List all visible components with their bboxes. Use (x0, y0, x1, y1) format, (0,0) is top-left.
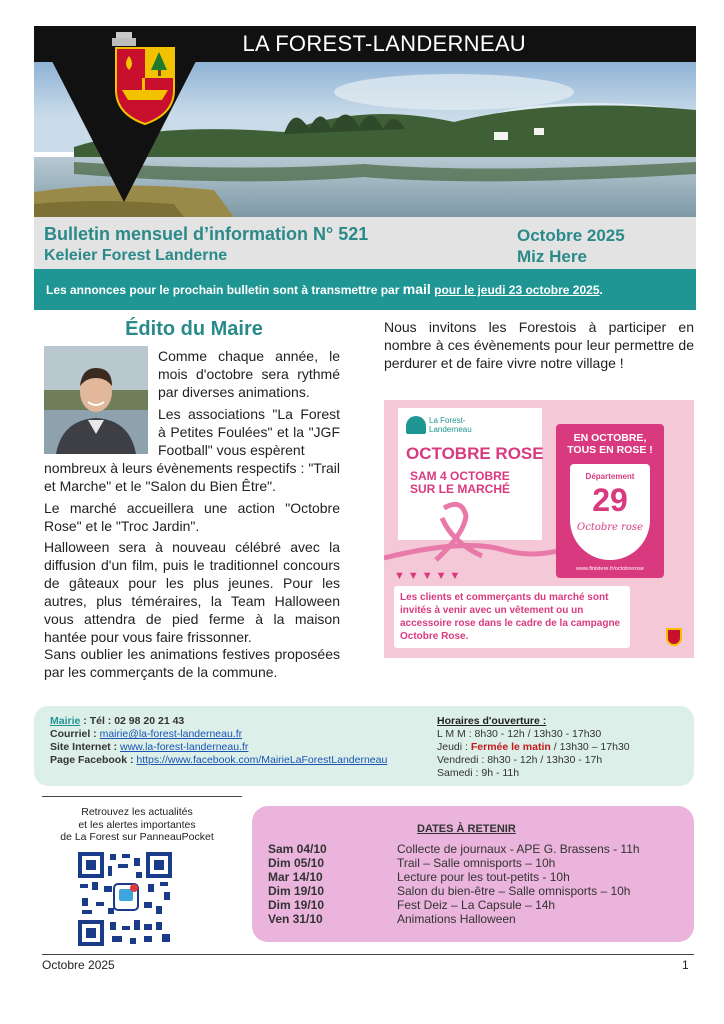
website-label: Site Internet : (50, 741, 121, 753)
footer-date: Octobre 2025 (42, 958, 115, 972)
event-date: Mar 14/10 (268, 870, 323, 884)
submission-notice (34, 269, 696, 310)
edito-paragraph-2: Les associations "La Forest à Petites Foulées" et la "JGF Football" vous espèrent (158, 406, 340, 458)
panneaupocket-qr-code[interactable] (78, 852, 172, 946)
event-date: Ven 31/10 (268, 912, 323, 926)
breton-subtitle: Keleier Forest Landerne (44, 247, 228, 264)
email-line (50, 728, 242, 741)
event-title: Trail – Salle omnisports – 10h (397, 856, 556, 870)
mairie-line (50, 715, 184, 728)
page-number: 1 (682, 958, 689, 972)
event-title: Fest Deiz – La Capsule – 14h (397, 898, 556, 912)
event-title: Collecte de journaux - APE G. Brassens - 11h (397, 842, 640, 856)
poster-coat-of-arms-icon (666, 628, 682, 646)
event-date: Dim 19/10 (268, 884, 325, 898)
closed-morning-note: Fermée le matin (470, 741, 551, 753)
notice-mail-word: mail (402, 281, 431, 297)
bulletin-title-band (34, 217, 696, 269)
dept-script: Octobre rose (577, 522, 643, 533)
email-label: Courriel : (50, 728, 100, 740)
poster-location-line: SUR LE MARCHÉ (410, 482, 511, 496)
event-title: Lecture pour les tout-petits - 10h (397, 870, 570, 884)
notice-text: Les annonces pour le prochain bulletin sont à transmettre par (46, 283, 403, 297)
phone-number: : Tél : 02 98 20 21 43 (80, 715, 185, 727)
hours-thursday (437, 741, 630, 754)
event-date: Dim 19/10 (268, 898, 325, 912)
poster-logo-text (429, 416, 472, 434)
facebook-line (50, 754, 387, 767)
edito-heading: Édito du Maire (125, 318, 263, 340)
issue-month: Octobre 2025 (517, 226, 625, 245)
badge-line-2: TOUS EN ROSE ! (567, 444, 653, 456)
contact-box (34, 706, 694, 786)
badge-line-1: EN OCTOBRE, (573, 432, 647, 444)
poster-date-line: SAM 4 OCTOBRE (410, 469, 510, 483)
thursday-label: Jeudi : (437, 741, 471, 753)
dates-title: DATES À RETENIR (417, 823, 516, 835)
divider-line (42, 796, 242, 797)
footer-line (42, 954, 694, 955)
website-link[interactable]: www.la-forest-landerneau.fr (120, 741, 249, 753)
poster-logo-line-1: La Forest- (429, 416, 466, 425)
dept-label: Département (585, 472, 635, 481)
issue-month-breton: Miz Here (517, 247, 587, 266)
facebook-label: Page Facebook : (50, 754, 137, 766)
edito-paragraph-4: Halloween sera à nouveau célébré avec la diffusion d'un film, puis le traditionnel concours de gâteaux pour les plus jeunes. Pour les autres, plus téméraires, la Team Halloween vous attendra de pied ferme à la maison hantée pour vous faire frissonner. (44, 539, 340, 645)
badge-text (556, 432, 664, 456)
event-title: Animations Halloween (397, 912, 516, 926)
hours-saturday: Samedi : 9h - 11h (437, 767, 520, 779)
website-line (50, 741, 248, 754)
panneaupocket-line-1: Retrouvez les actualités (81, 806, 193, 818)
decorative-triangles: ▼▼▼▼▼ (394, 570, 464, 582)
panneaupocket-line-3: de La Forest sur PanneauPocket (60, 831, 214, 843)
notice-deadline: pour le jeudi 23 octobre 2025 (434, 283, 600, 297)
hours-friday: Vendredi : 8h30 - 12h / 13h30 - 17h (437, 754, 603, 766)
edito-paragraph-3: Le marché accueillera une action "Octobre Rose" et le "Troc Jardin". (44, 500, 340, 534)
mayor-portrait (44, 346, 148, 454)
event-title: Salon du bien-être – Salle omnisports – 10h (397, 884, 631, 898)
edito-paragraph-1: Comme chaque année, le mois d'octobre sera rythmé par diverses animations. (158, 348, 340, 400)
dept-number: 29 (592, 482, 628, 518)
panneaupocket-line-2: et les alertes importantes (78, 818, 196, 831)
coat-of-arms-emblem (34, 26, 214, 202)
hours-title: Horaires d'ouverture : (437, 715, 547, 727)
facebook-link[interactable]: https://www.facebook.com/MairieLaForestLanderneau (136, 754, 388, 766)
poster-logo-line-2: Landerneau (429, 425, 472, 434)
email-link[interactable]: mairie@la-forest-landerneau.fr (99, 728, 243, 740)
mairie-link[interactable]: Mairie (50, 715, 81, 727)
bulletin-number: Bulletin mensuel d’information N° 521 (44, 224, 369, 244)
edito-paragraph-2-cont: nombreux à leurs évènements respectifs : "Trail et Marche" et le "Salon du Bien Être". (44, 460, 340, 494)
event-date: Dim 05/10 (268, 856, 325, 870)
edito-paragraph-5: Sans oublier les animations festives proposées par les commerçants de la commune. (44, 646, 340, 680)
poster-date (410, 470, 510, 496)
edito-invitation: Nous invitons les Forestois à participer en nombre à ces évènements pour leur permettre de perdurer et de faire vivre notre village ! (384, 319, 694, 371)
notice-period: . (599, 283, 603, 297)
dept-url: www.finistere.fr/octobrerose (576, 566, 644, 572)
town-name-title: LA FOREST-LANDERNEAU (242, 31, 526, 56)
town-logo-icon (406, 416, 426, 434)
panneaupocket-text (42, 806, 232, 844)
event-date: Sam 04/10 (268, 842, 327, 856)
octobre-rose-poster (384, 400, 694, 658)
thursday-hours: / 13h30 – 17h30 (550, 741, 630, 753)
poster-caption: Les clients et commerçants du marché sont invités à venir avec un vêtement ou un accessoire rose dans le cadre de la campagne Octobre Rose. (400, 592, 621, 642)
hours-mon-wed: L M M : 8h30 - 12h / 13h30 - 17h30 (437, 728, 602, 740)
dates-box (252, 806, 694, 942)
poster-headline: OCTOBRE ROSE (406, 444, 544, 463)
